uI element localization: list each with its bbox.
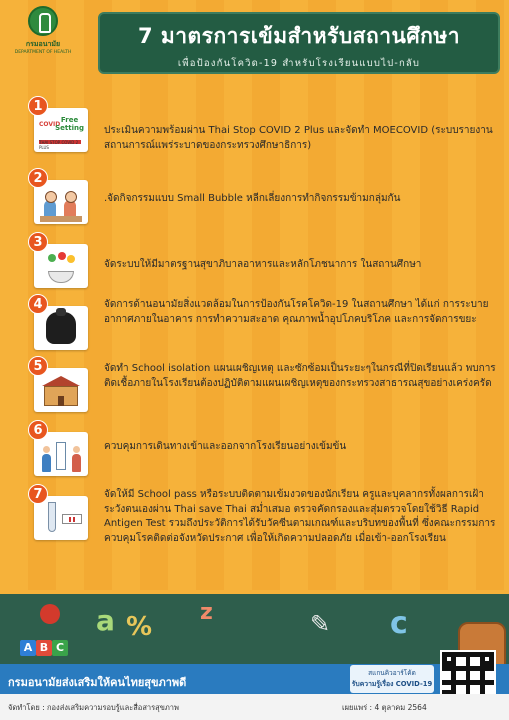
block-b-icon: B [36, 640, 52, 656]
measure-text-3: จัดระบบให้มีมาตรฐานสุขาภิบาลอาหารและหลักโภชนาการ ในสถานศึกษา [104, 259, 422, 270]
thumb-free-label: Free [60, 116, 79, 124]
logo-english-text: DEPARTMENT OF HEALTH [14, 50, 72, 55]
measure-text-6: ควบคุมการเดินทางเข้าและออกจากโรงเรียนอย่างเข้มข้น [104, 441, 347, 452]
number-badge: 1 [28, 96, 48, 116]
department-of-health-logo [10, 6, 76, 68]
number-badge: 6 [28, 420, 48, 440]
title-board [98, 12, 500, 74]
measure-text-2: .จัดกิจกรรมแบบ Small Bubble หลีกเลี่ยงการทำกิจกรรมข้ามกลุ่มกัน [104, 193, 401, 204]
block-a-icon: A [20, 640, 36, 656]
measure-text-4: จัดการด้านอนามัยสิ่งแวดล้อมในการป้องกันโรคโควิด-19 ในสถานศึกษา ได้แก่ การระบายอากาศภายในอาคาร การทำความสะอาด คุณภาพน้ำอุปโภคบริโภค และการจัดการขยะ [104, 299, 489, 325]
chalkboard-decoration [0, 590, 509, 672]
number-badge: 5 [28, 356, 48, 376]
thumb-small-label: THAI STOP COVID 2 PLUS [39, 140, 79, 150]
logo-thai-text: กรมอนามัย [25, 40, 61, 48]
block-c-icon: C [52, 640, 68, 656]
page-subtitle: เพื่อป้องกันโควิด-19 สำหรับโรงเรียนแบบไป-กลับ [177, 58, 421, 69]
number-badge: 4 [28, 294, 48, 314]
qr-caption-box [350, 665, 434, 693]
number-badge: 7 [28, 484, 48, 504]
measure-text-5: จัดทำ School isolation แผนเผชิญเหตุ และซักซ้อมเป็นระยะๆในกรณีที่ปิดเรียนแล้ว พบการติดเชื้อภายในโรงเรียนต้องปฏิบัติตามแผนเผชิญเหตุของกระทรวงสาธารณสุขอย่างเคร่งครัด [104, 363, 496, 389]
qr-caption-line-1: สแกนคิวอาร์โค้ด [368, 669, 416, 677]
number-badge: 3 [28, 232, 48, 252]
apple-icon [40, 604, 60, 624]
publish-date: เผยแพร่ : 4 ตุลาคม 2564 [342, 703, 427, 712]
qr-caption-line-2: รับความรู้เรื่อง COVID-19 [351, 680, 433, 688]
footer-slogan: กรมอนามัยส่งเสริมให้คนไทยสุขภาพดี [8, 676, 187, 689]
department-emblem-icon [28, 6, 58, 36]
measure-text-1: ประเมินความพร้อมผ่าน Thai Stop COVID 2 Plus และจัดทำ MOECOVID (ระบบรายงานสถานการณ์แพร่ระบาดของกระทรวงศึกษาธิการ) [104, 125, 493, 151]
number-badge: 2 [28, 168, 48, 188]
thumb-setting-label: Setting [55, 124, 84, 132]
measure-text-7: จัดให้มี School pass หรือระบบติดตามเข้มงวดของนักเรียน ครูและบุคลากรทั้งผลการเฝ้าระวังตนเองผ่าน Thai save Thai สม่ำเสมอ ตรวจคัดกรองและสุ่มตรวจโดยใช้วิธี Rapid Antigen Test รวมถึงประวัติการได้รับวัคซีนตามเกณฑ์และบริบทของพื้นที่ ซึ่งคณะกรรมการควบคุมโรคติดต่อจังหวัดประกาศ เพื่อให้เกิดความปลอดภัย เมื่อเข้า-ออกโรงเรียน [104, 489, 496, 544]
producer-credit: จัดทำโดย : กองส่งเสริมความรอบรู้และสื่อสารสุขภาพ [8, 703, 179, 712]
poster: กรมอนามัย DEPARTMENT OF HEALTH 7 มาตรการเข้มสำหรับสถานศึกษา เพื่อป้องกันโควิด-19 สำหรับโรงเรียนแบบไป-กลับ 1 COVID Free Setting THAI STOP COVID 2 PLUS ประเมินความพร้อมผ่าน Thai Stop COVID 2 Plus และจัดทำ MOECOVID (ระบบรายงานสถานการณ์แพร่ระบาดของกระทรวงศึกษาธิการ) 2 .จัดกิจกรรมแบบ Small Bubble หลีกเลี่ยงการทำกิจกรรมข้ามกลุ่มกัน 3 จัดระบบให้มีมาตรฐานสุขาภิบาลอาหารและหลักโภชนาการ ในสถานศึกษา 4 จัดการด้านอนามัยสิ่งแวดล้อมในการป้องกันโรคโควิด-19 ในสถานศึกษา ได้แก่ การระบายอากาศภายในอาคาร การทำความสะอาด คุณภาพน้ำอุปโภคบริโภค และการจัดการขยะ 5 จัดทำ School isolation แผนเผชิญเหตุ และซักซ้อมเป็นระยะๆในกรณีที่ปิดเรียนแล้ว พบการติดเชื้อภายในโรงเรียนต้องปฏิบัติตามแผนเผชิญเหตุของกระทรวงสาธารณสุขอย่างเคร่งครัด 6 ควบคุมการเดินทางเข้าและออกจากโรงเรียนอย่างเข้มข้น 7 จัดให้มี School pass หรือระบบติดตามเข้มงวดของนักเรียน ครูและบุคลากรทั้งผลการเฝ้าระวังตนเองผ่าน Thai save Thai สม่ำเสมอ ตรวจคัดกรองและสุ่มตรวจโดยใช้วิธี Rapid Antigen Test รวมถึงประวัติการได้รับวัคซีนตามเกณฑ์และบริบทของพื้นที่ ซึ่งคณะกรรมการควบคุมโรคติดต่อจังหวัดประกาศ เพื่อให้เกิดความปลอดภัย เมื่อเข้า-ออกโรงเรียน a % z ✎ c A B C กรมอนามัยส่งเสริมให้คนไทยสุขภาพดี สแกนคิวอาร์โค้ด รับความรู้เรื่อง COVID-19 จัดทำโดย : กองส่งเสริมความรอบรู้และสื่อสารสุขภาพ เผยแพร่ : 4 ตุลาคม 2564 [0, 0, 509, 720]
thumb-covid-label: COVID [39, 121, 61, 128]
page-title: 7 มาตรการเข้มสำหรับสถานศึกษา [137, 24, 461, 48]
